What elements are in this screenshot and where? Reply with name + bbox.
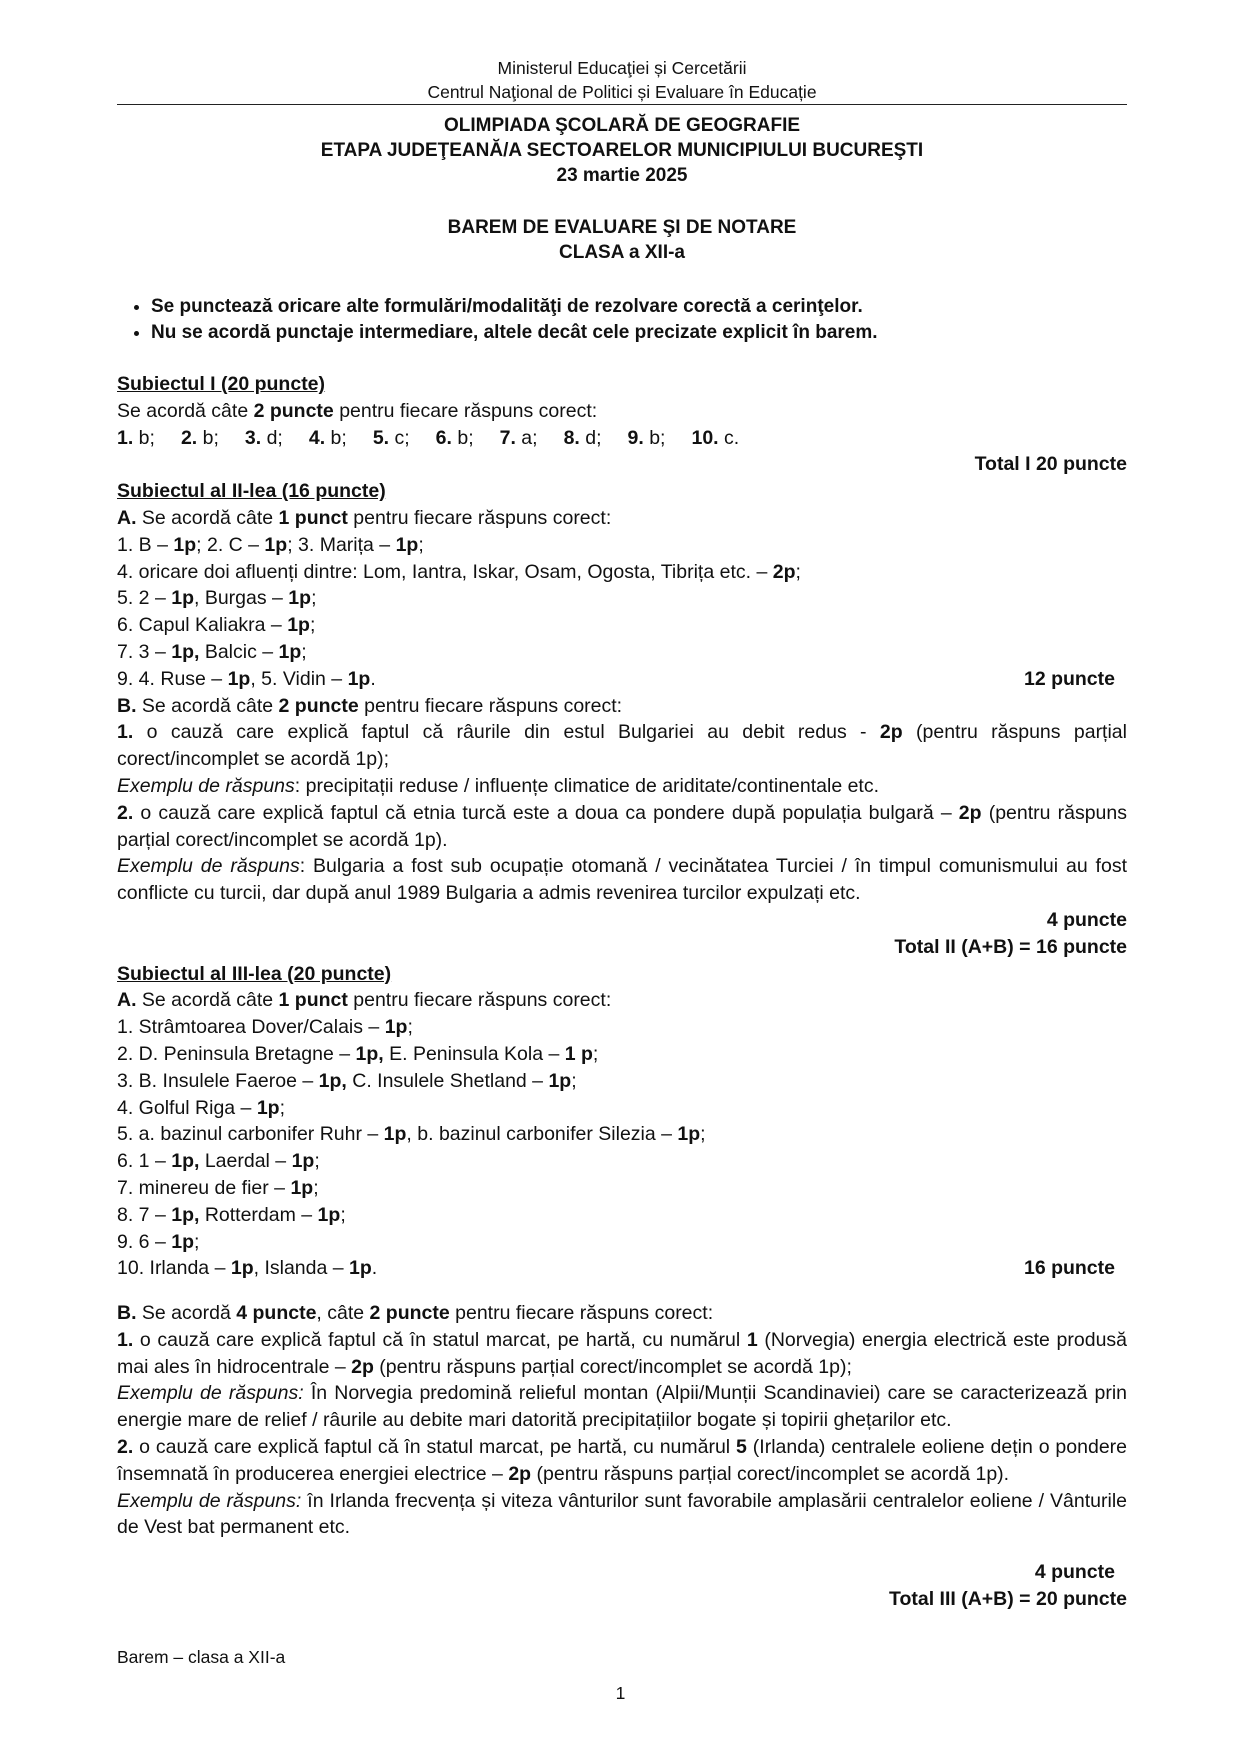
- bold-text: 1p: [171, 1230, 194, 1253]
- subject-3b-subtotal: 4 puncte: [1034, 1561, 1115, 1584]
- subject-1-total: Total I 20 puncte: [974, 453, 1127, 476]
- text-run: : precipitații reduse / influențe climatice de ariditate/continentale etc.: [294, 774, 880, 797]
- answer-item: [245, 427, 283, 449]
- rule-item: • Se punctează oricare alte formulări/modalităţi de rezolvare corectă a cerinţelor.: [151, 294, 1127, 320]
- document-page: [117, 0, 1127, 1613]
- text-run: ;: [418, 533, 424, 556]
- barem-heading: BAREM DE EVALUARE ŞI DE NOTARE: [447, 217, 797, 238]
- text-run: Rotterdam –: [199, 1203, 318, 1226]
- list-item: [117, 1014, 1127, 1041]
- text-run: pentru fiecare răspuns corect:: [333, 399, 598, 422]
- answer-letter: d;: [261, 426, 283, 449]
- text-run: 6. Capul Kaliakra –: [117, 614, 288, 637]
- text-run: pentru fiecare răspuns corect:: [347, 506, 612, 529]
- answer-item: [436, 427, 474, 449]
- answer-letter: b;: [133, 426, 155, 449]
- text-run: 1. Strâmtoarea Dover/Calais –: [117, 1016, 385, 1039]
- question-number: 2.: [180, 426, 198, 449]
- list-item: [117, 1202, 1127, 1229]
- bold-text: 1p,: [318, 1069, 347, 1092]
- italic-text: Exemplu de răspuns:: [117, 1382, 304, 1405]
- spacer: [117, 1541, 1127, 1559]
- page-number: 1: [615, 1683, 626, 1703]
- subject-3b-paragraphs: [117, 1327, 1127, 1541]
- text-run: În Norvegia predomină relieful montan (Alpii/Munții Scandinaviei) care se caracterizează prin energie mare de relief / râurile au debite mari datorită precipitațiilor bogate și topirii ghețarilor etc.: [117, 1382, 1128, 1432]
- text-run: pentru fiecare răspuns corect:: [347, 989, 612, 1012]
- italic-text: Exemplu de răspuns:: [117, 1489, 302, 1512]
- text-run: C. Insulele Shetland –: [346, 1069, 549, 1092]
- question-number: 4.: [308, 426, 326, 449]
- text-run: Se acordă câte: [117, 399, 254, 422]
- bold-text: 1 punct: [278, 989, 348, 1012]
- bold-text: 2p: [351, 1355, 374, 1378]
- text-run: Balcic –: [199, 640, 279, 663]
- answer-item: [309, 427, 347, 449]
- list-item: [117, 559, 1127, 586]
- bold-text: 1p: [230, 1257, 254, 1280]
- text-run: pentru fiecare răspuns corect:: [449, 1302, 714, 1325]
- text-run: 4. Golful Riga –: [117, 1096, 257, 1119]
- answer-item: [373, 427, 410, 449]
- text-run: 8. 7 –: [117, 1203, 172, 1226]
- text-run: Se acordă: [136, 1302, 237, 1325]
- list-item: [117, 853, 1127, 907]
- subject-3a-intro: [117, 987, 1127, 1014]
- bold-text: 1p: [256, 1096, 280, 1119]
- question-number: 3.: [244, 426, 262, 449]
- text-run: 10. Irlanda –: [117, 1257, 231, 1280]
- bold-text: 2 puncte: [278, 694, 359, 717]
- text-run: (Norvegia) energia electrică este produsă mai ales în hidrocentrale –: [117, 1328, 1128, 1378]
- list-item: [117, 800, 1127, 854]
- text-run: ;: [309, 614, 316, 637]
- header-divider: [117, 104, 1127, 105]
- text-run: ; 3. Marița –: [287, 533, 396, 556]
- text-run: (pentru răspuns parțial corect/incomplet se acordă 1p);: [373, 1355, 852, 1378]
- text-run: ;: [795, 560, 801, 583]
- text-run: Se acordă câte: [136, 989, 279, 1012]
- bold-text: 1p: [171, 587, 194, 610]
- text-run: Se acordă câte: [136, 694, 279, 717]
- text-run: E. Peninsula Kola –: [383, 1042, 565, 1065]
- text-run: 6. 1 –: [117, 1150, 172, 1173]
- bold-text: 1p: [290, 1176, 314, 1199]
- text-run: 5. a. bazinul carbonifer Ruhr –: [117, 1123, 384, 1146]
- answer-letter: d;: [579, 426, 602, 449]
- text-run: 7. minereu de fier –: [117, 1176, 291, 1199]
- barem-title: [117, 215, 1127, 265]
- subject-3-heading: Subiectul al III-lea (20 puncte): [117, 962, 392, 985]
- subject-2a-subtotal: 12 puncte: [1023, 667, 1115, 690]
- subject-3a-last-item: [117, 1255, 377, 1282]
- list-item: [117, 1327, 1127, 1381]
- answer-letter: a;: [515, 426, 538, 449]
- text-run: ;: [592, 1042, 599, 1065]
- list-item: [117, 1148, 1127, 1175]
- subject-3b-intro: [117, 1300, 1127, 1327]
- bold-text: A.: [117, 506, 137, 529]
- bold-text: 2 puncte: [369, 1302, 450, 1325]
- text-run: : Bulgaria a fost sub ocupație otomană / vecinătatea Turciei / în timpul comunismului au fost conflicte cu turcii, dar după anul 1989 Bulgaria a admis revenirea turcilor expulzați etc.: [117, 855, 1127, 905]
- text-run: 2. D. Peninsula Bretagne –: [117, 1042, 356, 1065]
- subject-1: [117, 371, 1127, 478]
- text-run: ; 2. C –: [196, 533, 265, 556]
- text-run: 9. 4. Ruse –: [117, 667, 228, 690]
- text-run: ;: [314, 1150, 320, 1173]
- bold-text: 1p: [317, 1203, 341, 1226]
- question-number: 6.: [435, 426, 452, 449]
- bold-text: 1: [746, 1328, 758, 1351]
- class-heading: CLASA a XII-a: [559, 242, 685, 263]
- bold-text: 1p: [677, 1123, 701, 1146]
- text-run: o cauză care explică faptul că în statul marcat, pe hartă, cu numărul: [133, 1436, 737, 1459]
- text-run: , b. bazinul carbonifer Silezia –: [406, 1123, 678, 1146]
- subject-3a-last-row: [117, 1255, 1127, 1282]
- text-run: ;: [571, 1069, 577, 1092]
- bold-text: 1p: [395, 533, 419, 556]
- bold-text: 2.: [117, 1436, 134, 1459]
- question-number: 1.: [117, 426, 134, 449]
- text-run: ;: [301, 640, 307, 663]
- question-number: 8.: [563, 426, 580, 449]
- general-rules: [117, 294, 1127, 346]
- text-run: (pentru răspuns parțial corect/incomplet se acordă 1p).: [531, 1462, 1010, 1485]
- subject-2a-items: [117, 532, 1127, 666]
- bold-text: 2p: [508, 1462, 532, 1485]
- footer-label: Barem – clasa a XII-a: [117, 1647, 286, 1667]
- bold-text: 1p: [227, 667, 251, 690]
- text-run: (Irlanda) centralele eoliene dețin o pondere însemnată în producerea energiei electrice –: [117, 1436, 1127, 1485]
- list-item: [117, 1229, 1127, 1256]
- bold-text: 1p: [291, 1150, 315, 1173]
- subject-1-intro: [117, 398, 1127, 425]
- bold-text: 1p,: [171, 640, 200, 663]
- text-run: pentru fiecare răspuns corect:: [358, 694, 623, 717]
- bold-text: 1p: [287, 614, 310, 637]
- stage-title: ETAPA JUDEŢEANĂ/A SECTOARELOR MUNICIPIULUI BUCUREŞTI: [320, 140, 924, 161]
- subject-3a-items: [117, 1014, 1127, 1255]
- ministry-name: Ministerul Educaţiei și Cercetării: [497, 58, 747, 78]
- text-run: o cauză care explică faptul că în statul marcat, pe hartă, cu numărul: [133, 1328, 747, 1351]
- bold-text: 1 punct: [278, 506, 348, 529]
- bold-text: 1p: [347, 667, 371, 690]
- bold-text: 1p: [548, 1069, 572, 1092]
- list-item: [117, 612, 1127, 639]
- answer-item: [564, 427, 602, 449]
- answer-letter: c.: [718, 426, 740, 449]
- subject-2b-intro: [117, 693, 1127, 720]
- subject-2b-subtotal: 4 puncte: [1046, 908, 1127, 931]
- text-run: 4. oricare doi afluenți dintre: Lom, Iantra, Iskar, Osam, Ogosta, Tibrița etc. –: [117, 560, 773, 583]
- list-item: [117, 1041, 1127, 1068]
- bold-text: 2p: [879, 721, 903, 744]
- bold-text: 1p,: [171, 1203, 200, 1226]
- bold-text: 1p: [264, 533, 288, 556]
- rule-item: • Nu se acordă punctaje intermediare, altele decât cele precizate explicit în barem.: [151, 320, 1127, 346]
- question-number: 9.: [627, 426, 644, 449]
- text-run: (pentru răspuns parțial corect/incomplet se acordă 1p).: [117, 801, 1127, 851]
- list-item: [117, 1068, 1127, 1095]
- bold-text: 1 p: [564, 1042, 593, 1065]
- olympiad-title: OLIMPIADA ŞCOLARĂ DE GEOGRAFIE: [443, 115, 801, 136]
- text-run: ;: [700, 1123, 706, 1146]
- answer-letter: b;: [325, 426, 347, 449]
- subject-2b-paragraphs: [117, 719, 1127, 907]
- text-run: .: [370, 667, 376, 690]
- answer-letter: b;: [643, 426, 666, 449]
- text-run: în Irlanda frecvența și viteza vânturilor sunt favorabile amplasării centralelor eoliene / Vânturile de Vest bat permanent etc.: [117, 1489, 1128, 1539]
- text-run: Laerdal –: [199, 1150, 292, 1173]
- exam-date: 23 martie 2025: [556, 165, 688, 186]
- text-run: o cauză care explică faptul că râurile din estul Bulgariei au debit redus -: [133, 721, 880, 744]
- center-name: Centrul Naţional de Politici și Evaluare în Educație: [427, 82, 817, 102]
- list-item: [117, 1095, 1127, 1122]
- bold-text: 1p: [288, 587, 312, 610]
- text-run: ;: [340, 1203, 346, 1226]
- text-run: Se acordă câte: [136, 506, 279, 529]
- list-item: [117, 1380, 1127, 1434]
- text-run: , Burgas –: [193, 587, 289, 610]
- answer-item: [691, 427, 739, 449]
- bold-text: B.: [117, 694, 137, 717]
- list-item: [117, 639, 1127, 666]
- subject-3a-subtotal: 16 puncte: [1023, 1257, 1115, 1280]
- subject-2a-intro: [117, 505, 1127, 532]
- text-run: 1. B –: [117, 533, 174, 556]
- question-number: 7.: [499, 426, 516, 449]
- spacer: [117, 1282, 1127, 1300]
- subject-3-total: Total III (A+B) = 20 puncte: [888, 1588, 1127, 1611]
- bold-text: 1p: [173, 533, 197, 556]
- document-title: [117, 113, 1127, 188]
- answer-item: [181, 427, 219, 449]
- bold-text: B.: [117, 1302, 137, 1325]
- subject-2a-last-row: [117, 666, 1127, 693]
- bold-text: 2p: [958, 801, 982, 824]
- text-run: 3. B. Insulele Faeroe –: [117, 1069, 319, 1092]
- subject-2: [117, 478, 1127, 960]
- text-run: 7. 3 –: [117, 640, 172, 663]
- bold-text: 1.: [117, 1328, 134, 1351]
- institution-header: [117, 56, 1127, 104]
- bold-text: 5: [736, 1436, 747, 1459]
- bold-text: A.: [117, 989, 137, 1012]
- subject-2-heading: Subiectul al II-lea (16 puncte): [117, 480, 386, 503]
- answer-letter: b;: [451, 426, 474, 449]
- text-run: o cauză care explică faptul că etnia turcă este a doua ca pondere după populația bulgară –: [133, 801, 959, 824]
- answer-item: [628, 427, 666, 449]
- answer-item: [117, 427, 155, 449]
- text-run: ;: [311, 587, 317, 610]
- bold-text: 1p: [383, 1123, 407, 1146]
- answer-letter: b;: [197, 426, 219, 449]
- italic-text: Exemplu de răspuns: [117, 855, 300, 878]
- subject-1-heading: Subiectul I (20 puncte): [117, 373, 326, 395]
- text-run: ;: [407, 1016, 413, 1039]
- bold-text: 1p,: [355, 1042, 384, 1065]
- text-run: 9. 6 –: [117, 1230, 172, 1253]
- bold-text: 1p: [384, 1016, 408, 1039]
- italic-text: Exemplu de răspuns: [117, 774, 295, 797]
- text-run: ;: [193, 1230, 200, 1253]
- list-item: [117, 1434, 1127, 1488]
- question-number: 10.: [691, 426, 719, 449]
- bold-text: 1p: [349, 1257, 372, 1280]
- text-run: .: [371, 1257, 378, 1280]
- text-run: (pentru răspuns parțial corect/incomplet se acordă 1p);: [117, 721, 1127, 771]
- subject-1-answers: [117, 425, 1127, 452]
- subject-2-total: Total II (A+B) = 16 puncte: [894, 935, 1127, 958]
- text-run: 5. 2 –: [117, 587, 172, 610]
- answer-item: [500, 427, 538, 449]
- text-run: ;: [279, 1096, 286, 1119]
- bold-text: 4 puncte: [236, 1302, 317, 1325]
- text-run: , 5. Vidin –: [250, 667, 348, 690]
- list-item: [117, 773, 1127, 800]
- list-item: [117, 585, 1127, 612]
- bold-text: 1.: [117, 721, 134, 744]
- answer-letter: c;: [389, 426, 410, 449]
- bold-text: 2.: [117, 801, 134, 824]
- bold-text: 2 puncte: [253, 399, 334, 422]
- text-run: , câte: [316, 1302, 370, 1325]
- question-number: 5.: [372, 426, 390, 449]
- subject-3: [117, 961, 1127, 1613]
- list-item: [117, 1121, 1127, 1148]
- bold-text: 2p: [772, 560, 796, 583]
- list-item: [117, 719, 1127, 773]
- text-run: , Islanda –: [253, 1257, 350, 1280]
- list-item: [117, 532, 1127, 559]
- list-item: [117, 1175, 1127, 1202]
- subject-2a-last-item: [117, 666, 376, 693]
- text-run: ;: [313, 1176, 319, 1199]
- list-item: [117, 1488, 1127, 1542]
- bold-text: 1p,: [171, 1150, 200, 1173]
- bold-text: 1p: [278, 640, 302, 663]
